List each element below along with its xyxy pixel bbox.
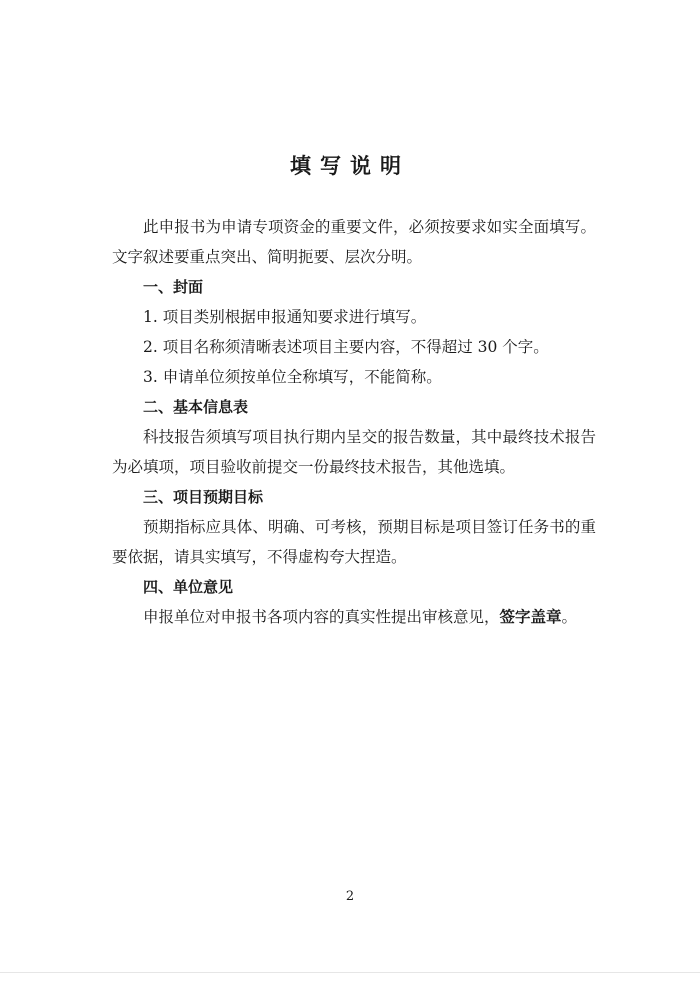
section-heading-unit-opinion: 四、单位意见 (143, 578, 234, 596)
page-title: 填写说明 (290, 154, 410, 178)
sign-and-seal-text: 签字盖章 (499, 608, 562, 626)
section-heading-basic-info: 二、基本信息表 (143, 398, 249, 416)
intro-paragraph: 此申报书为申请专项资金的重要文件，必须按要求如实全面填写。文字叙述要重点突出、简明扼要、层次分明。 (112, 218, 596, 266)
page-number: 2 (345, 889, 355, 904)
basic-info-paragraph: 科技报告须填写项目执行期内呈交的报告数量，其中最终技术报告为必填项，项目验收前提交一份最终技术报告，其他选填。 (112, 428, 596, 476)
bottom-divider (0, 972, 700, 973)
unit-opinion-text: 申报单位对申报书各项内容的真实性提出审核意见， (143, 608, 500, 626)
unit-opinion-period: 。 (561, 608, 578, 626)
cover-item-1: 1. 项目类别根据申报通知要求进行填写。 (143, 308, 427, 326)
section-heading-cover: 一、封面 (143, 278, 204, 296)
cover-item-2: 2. 项目名称须清晰表述项目主要内容，不得超过 30 个字。 (143, 338, 549, 356)
instructions-body (112, 212, 596, 632)
cover-item-3: 3. 申请单位须按单位全称填写，不能简称。 (143, 368, 442, 386)
expected-goals-paragraph: 预期指标应具体、明确、可考核，预期目标是项目签订任务书的重要依据，请具实填写，不得虚构夸大捏造。 (112, 518, 596, 566)
unit-opinion-paragraph (112, 602, 596, 632)
section-heading-expected-goals: 三、项目预期目标 (143, 488, 264, 506)
